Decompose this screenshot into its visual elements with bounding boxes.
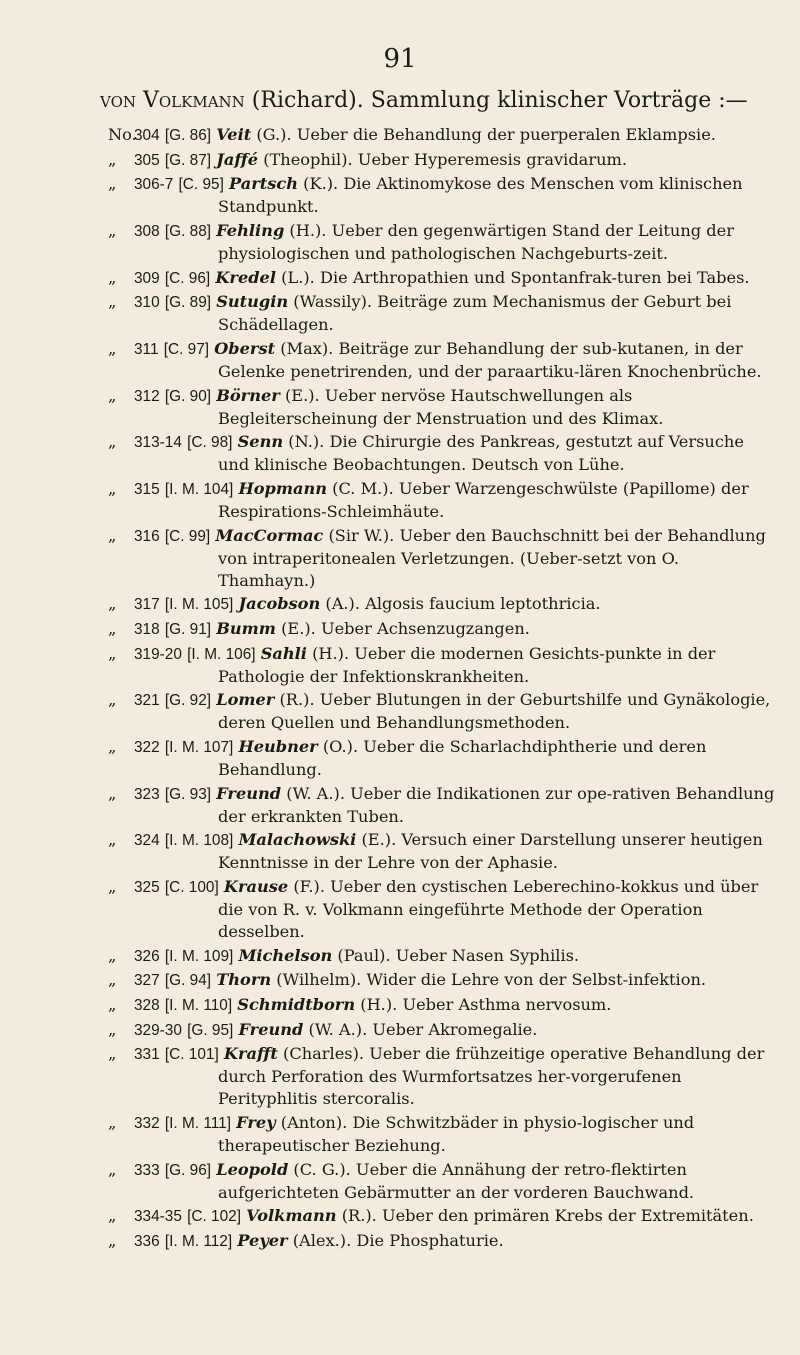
entry-number: 333 xyxy=(134,1161,160,1179)
entry-title: (F.). Ueber den cystischen Leberechino-kokkus und über die von R. v. Volkmann eingeführte Methode der Operation desselben. xyxy=(218,877,759,942)
entry-number: 311 xyxy=(134,340,159,358)
list-item xyxy=(108,267,778,290)
entry-reference: [G. 87] xyxy=(164,151,212,169)
entry-reference: [I. M. 106] xyxy=(187,645,256,663)
entry-reference: [I. M. 110] xyxy=(164,996,233,1014)
entry-reference: [G. 94] xyxy=(164,972,212,990)
entry-mark: „ xyxy=(108,736,117,756)
entry-title: (O.). Ueber die Scharlachdiphtherie und deren Behandlung. xyxy=(218,736,707,780)
entry-number: 321 xyxy=(134,692,160,710)
entry-title: (R.). Ueber Blutungen in der Geburtshilfe und Gynäkologie, deren Quellen und Behandlungsmethoden. xyxy=(218,690,771,733)
list-item xyxy=(108,1230,778,1253)
entry-title: (H.). Ueber Asthma nervosum. xyxy=(355,994,612,1014)
entry-number: 332 xyxy=(134,1114,160,1132)
entry-number: 310 xyxy=(134,294,160,312)
entry-mark: „ xyxy=(108,1044,117,1064)
entry-reference: [I. M. 107] xyxy=(164,738,234,756)
lecture-list xyxy=(108,124,778,1255)
entry-number: 312 xyxy=(134,387,160,405)
list-item xyxy=(108,525,778,592)
entry-mark: „ xyxy=(108,1019,117,1039)
entry-number: 305 xyxy=(134,151,160,169)
entry-author: Partsch xyxy=(229,174,299,194)
entry-reference: [G. 93] xyxy=(164,785,212,803)
list-item xyxy=(108,431,778,476)
list-item xyxy=(108,643,778,688)
entry-author: MacCormac xyxy=(215,525,324,545)
entry-title: (R.). Ueber den primären Krebs der Extremitäten. xyxy=(336,1206,754,1226)
entry-author: Lomer xyxy=(216,690,275,710)
entry-mark: „ xyxy=(108,970,117,990)
entry-author: Heubner xyxy=(238,736,318,756)
entry-author: Jacobson xyxy=(238,594,321,614)
entry-author: Michelson xyxy=(238,945,333,965)
list-item xyxy=(108,1112,778,1157)
heading-name: Volkmann xyxy=(143,88,245,113)
entry-number: 313-14 xyxy=(134,434,182,452)
entry-mark: „ xyxy=(108,830,117,850)
entry-author: Leopold xyxy=(216,1159,289,1179)
entry-title: (N.). Die Chirurgie des Pankreas, gestutzt auf Versuche und klinische Beobachtungen. Deutsch von Lühe. xyxy=(218,432,744,475)
entry-mark: „ xyxy=(108,618,117,638)
entry-reference: [G. 91] xyxy=(164,620,212,638)
entry-number: 318 xyxy=(134,620,160,638)
entry-reference: [G. 90] xyxy=(164,387,212,405)
entry-title: (L.). Die Arthropathien und Spontanfrak-turen bei Tabes. xyxy=(276,267,750,287)
list-item xyxy=(108,478,778,523)
entry-number: 322 xyxy=(134,738,160,756)
entry-title: (Alex.). Die Phosphaturie. xyxy=(287,1230,504,1250)
entry-author: Peyer xyxy=(237,1230,288,1250)
entry-reference: [I. M. 108] xyxy=(164,832,234,850)
list-item xyxy=(108,945,778,968)
entry-number: 324 xyxy=(134,832,160,850)
entry-number: 325 xyxy=(134,879,160,896)
entry-number: 331 xyxy=(134,1046,160,1064)
entry-number: 329-30 xyxy=(134,1021,182,1039)
entry-mark: „ xyxy=(108,174,117,194)
entry-reference: [C. 98] xyxy=(187,434,233,452)
entry-reference: [I. M. 105] xyxy=(164,596,234,614)
entry-author: Hopmann xyxy=(238,478,328,498)
entry-title: (W. A.). Ueber Akromegalie. xyxy=(303,1019,538,1039)
entry-title: (Anton). Die Schwitzbäder in physio-logischer und therapeutischer Beziehung. xyxy=(218,1112,695,1156)
entry-number: 304 xyxy=(134,127,160,144)
list-item xyxy=(108,783,778,828)
entry-reference: [C. 95] xyxy=(178,176,224,194)
entry-number: 319-20 xyxy=(134,645,182,663)
entry-reference: [G. 88] xyxy=(164,222,212,240)
list-item xyxy=(108,736,778,781)
entry-title: (E.). Ueber Achsenzugzangen. xyxy=(275,618,530,638)
entry-number: 334-35 xyxy=(134,1208,182,1226)
entry-author: Sahli xyxy=(260,643,307,663)
list-item xyxy=(108,173,778,218)
entry-reference: [G. 95] xyxy=(187,1021,234,1039)
entry-reference: [I. M. 109] xyxy=(164,947,234,965)
entry-mark: No. xyxy=(108,125,137,144)
entry-number: 315 xyxy=(134,480,160,498)
entry-author: Krause xyxy=(223,877,289,896)
entry-mark: „ xyxy=(108,1230,117,1250)
list-item xyxy=(108,1043,778,1110)
entry-title: (Sir W.). Ueber den Bauchschnitt bei der Behandlung von intraperitonealen Verletzungen. (Ueber-setzt von O. Thamhayn.) xyxy=(218,525,766,590)
entry-reference: [G. 89] xyxy=(164,294,212,312)
entry-mark: „ xyxy=(108,1206,117,1226)
entry-number: 306-7 xyxy=(134,176,174,194)
entry-title: (C. G.). Ueber die Annähung der retro-flektirten aufgerichteten Gebärmutter an der vorderen Bauchwand. xyxy=(218,1159,695,1202)
list-item xyxy=(108,1159,778,1204)
entry-mark: „ xyxy=(108,594,117,614)
catalogue-heading xyxy=(100,87,780,115)
entry-mark: „ xyxy=(108,385,117,405)
entry-mark: „ xyxy=(108,994,117,1014)
entry-author: Schmidtborn xyxy=(237,994,356,1014)
entry-author: Frey xyxy=(236,1112,276,1132)
list-item xyxy=(108,994,778,1017)
entry-title: (Wilhelm). Wider die Lehre von der Selbst-infektion. xyxy=(271,970,707,990)
entry-author: Volkmann xyxy=(246,1206,337,1226)
list-item xyxy=(108,124,778,147)
list-item xyxy=(108,220,778,265)
list-item xyxy=(108,291,778,336)
list-item xyxy=(108,876,778,943)
list-item xyxy=(108,618,778,641)
entry-mark: „ xyxy=(108,478,117,498)
entry-number: 317 xyxy=(134,596,160,614)
entry-number: 308 xyxy=(134,222,160,240)
entry-author: Bumm xyxy=(216,618,276,638)
entry-mark: „ xyxy=(108,1159,117,1179)
entry-author: Kredel xyxy=(215,267,277,287)
entry-title: (E.). Versuch einer Darstellung unserer heutigen Kenntnisse in der Lehre von der Aphasie. xyxy=(218,830,763,873)
entry-number: 309 xyxy=(134,269,160,287)
entry-reference: [C. 97] xyxy=(163,340,210,358)
list-item xyxy=(108,338,778,383)
list-item xyxy=(108,1019,778,1042)
entry-mark: „ xyxy=(108,292,117,312)
entry-mark: „ xyxy=(108,643,117,663)
entry-mark: „ xyxy=(108,1112,117,1132)
entry-title: (H.). Ueber die modernen Gesichts-punkte in der Pathologie der Infektionskrankheiten. xyxy=(218,643,716,686)
entry-title: (Wassily). Beiträge zum Mechanismus der Geburt bei Schädellagen. xyxy=(218,292,732,335)
entry-author: Börner xyxy=(216,385,280,405)
entry-reference: [C. 101] xyxy=(164,1046,219,1064)
entry-number: 326 xyxy=(134,947,160,965)
entry-author: Thorn xyxy=(216,970,272,990)
list-item xyxy=(108,1205,778,1228)
list-item xyxy=(108,593,778,616)
entry-number: 328 xyxy=(134,996,160,1014)
entry-title: (K.). Die Aktinomykose des Menschen vom klinischen Standpunkt. xyxy=(218,174,743,217)
entry-number: 316 xyxy=(134,527,160,545)
entry-mark: „ xyxy=(108,690,117,710)
entry-reference: [G. 96] xyxy=(164,1161,212,1179)
entry-mark: „ xyxy=(108,783,117,803)
entry-author: Freund xyxy=(216,783,282,803)
entry-title: (W. A.). Ueber die Indikationen zur ope-rativen Behandlung der erkrankten Tuben. xyxy=(218,783,775,826)
entry-reference: [G. 92] xyxy=(164,692,212,710)
entry-author: Freund xyxy=(238,1019,304,1039)
entry-mark: „ xyxy=(108,149,117,169)
entry-author: Jaffé xyxy=(216,149,259,169)
entry-author: Krafft xyxy=(223,1044,278,1064)
entry-title: (E.). Ueber nervöse Hautschwellungen als Begleiterscheinung der Menstruation und des Klimax. xyxy=(218,385,664,428)
entry-author: Senn xyxy=(237,432,284,452)
entry-title: (Max). Beiträge zur Behandlung der sub-kutanen, in der Gelenke penetrirenden, und der paraartiku-lären Knochenbrüche. xyxy=(218,338,762,381)
entry-author: Sutugin xyxy=(216,292,289,312)
entry-reference: [C. 102] xyxy=(187,1208,241,1226)
entry-author: Fehling xyxy=(216,220,285,240)
heading-prefix: von xyxy=(100,88,136,113)
entry-mark: „ xyxy=(108,220,117,240)
entry-reference: [C. 99] xyxy=(164,527,211,545)
entry-mark: „ xyxy=(108,267,117,287)
entry-title: (H.). Ueber den gegenwärtigen Stand der Leitung der physiologischen und pathologischen Nachgeburts-zeit. xyxy=(218,220,734,263)
entry-reference: [I. M. 104] xyxy=(164,480,234,498)
entry-title: (Charles). Ueber die frühzeitige operative Behandlung der durch Perforation des Wurmfortsatzes her-vorgerufenen Perityphlitis stercoralis. xyxy=(218,1044,765,1109)
entry-mark: „ xyxy=(108,945,117,965)
entry-number: 323 xyxy=(134,785,160,803)
entry-reference: [C. 100] xyxy=(164,879,219,896)
entry-mark: „ xyxy=(108,338,117,358)
entry-title: (Paul). Ueber Nasen Syphilis. xyxy=(332,945,580,965)
entry-mark: „ xyxy=(108,432,117,452)
entry-mark: „ xyxy=(108,525,117,545)
heading-rest: (Richard). Sammlung klinischer Vorträge :— xyxy=(244,88,748,113)
entry-reference: [G. 86] xyxy=(164,127,212,144)
list-item xyxy=(108,689,778,734)
entry-number: 327 xyxy=(134,972,160,990)
entry-title: (C. M.). Ueber Warzengeschwülste (Papillome) der Respirations-Schleimhäute. xyxy=(218,478,749,521)
entry-number: 336 xyxy=(134,1232,160,1250)
entry-author: Oberst xyxy=(214,338,276,358)
list-item xyxy=(108,149,778,172)
entry-author: Malachowski xyxy=(238,830,357,850)
entry-mark: „ xyxy=(108,877,117,896)
entry-title: (Theophil). Ueber Hyperemesis gravidarum. xyxy=(258,149,627,169)
entry-reference: [I. M. 112] xyxy=(164,1232,233,1250)
page-number: 91 xyxy=(383,44,417,74)
entry-title: (A.). Algosis faucium leptothricia. xyxy=(320,594,601,614)
entry-reference: [C. 96] xyxy=(164,269,211,287)
entry-title: (G.). Ueber die Behandlung der puerperalen Eklampsie. xyxy=(251,125,716,144)
list-item xyxy=(108,829,778,874)
list-item xyxy=(108,969,778,992)
entry-reference: [I. M. 111] xyxy=(164,1114,231,1132)
list-item xyxy=(108,385,778,430)
entry-author: Veit xyxy=(216,125,252,144)
